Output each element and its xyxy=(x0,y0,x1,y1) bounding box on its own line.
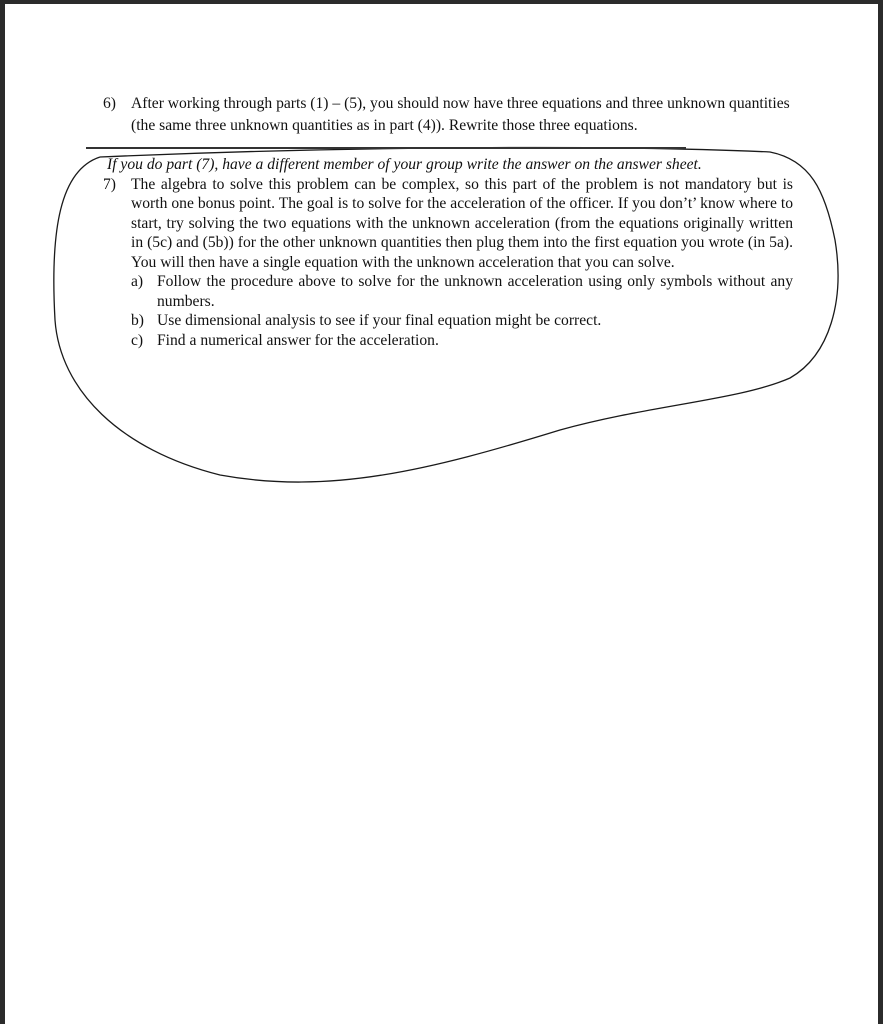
question-6-number: 6) xyxy=(103,95,116,112)
question-7-number: 7) xyxy=(103,175,116,193)
subpart-label: c) xyxy=(131,331,144,349)
question-7b xyxy=(131,311,793,331)
question-7-text: The algebra to solve this problem can be complex, so this part of the problem is not mandatory but is worth one bonus point. The goal is to solve for the acceleration of the officer. If you don’t’ know where to start, try solving the two equations with the unknown acceleration (from the equations originally written in (5c) and (5b)) for the other unknown quantities then plug them into the first equation you wrote (in 5a). You will then have a single equation with the unknown acceleration that you can solve. xyxy=(131,175,793,271)
question-7c xyxy=(131,331,793,351)
question-7-block xyxy=(103,155,793,350)
subpart-text: Use dimensional analysis to see if your final equation might be correct. xyxy=(157,312,602,329)
question-7 xyxy=(103,175,793,273)
question-7-instruction: If you do part (7), have a different member of your group write the answer on the answer sheet. xyxy=(107,156,702,173)
subpart-text: Follow the procedure above to solve for the unknown acceleration using only symbols without any numbers. xyxy=(157,273,793,310)
question-6 xyxy=(103,93,793,137)
subpart-label: b) xyxy=(131,312,144,329)
question-6-text: After working through parts (1) – (5), you should now have three equations and three unknown quantities (the same three unknown quantities as in part (4)). Rewrite those three equations. xyxy=(131,95,790,134)
horizontal-rule xyxy=(86,147,686,149)
subpart-label: a) xyxy=(131,273,144,290)
question-7a xyxy=(131,272,793,311)
subpart-text: Find a numerical answer for the acceleration. xyxy=(157,331,439,349)
